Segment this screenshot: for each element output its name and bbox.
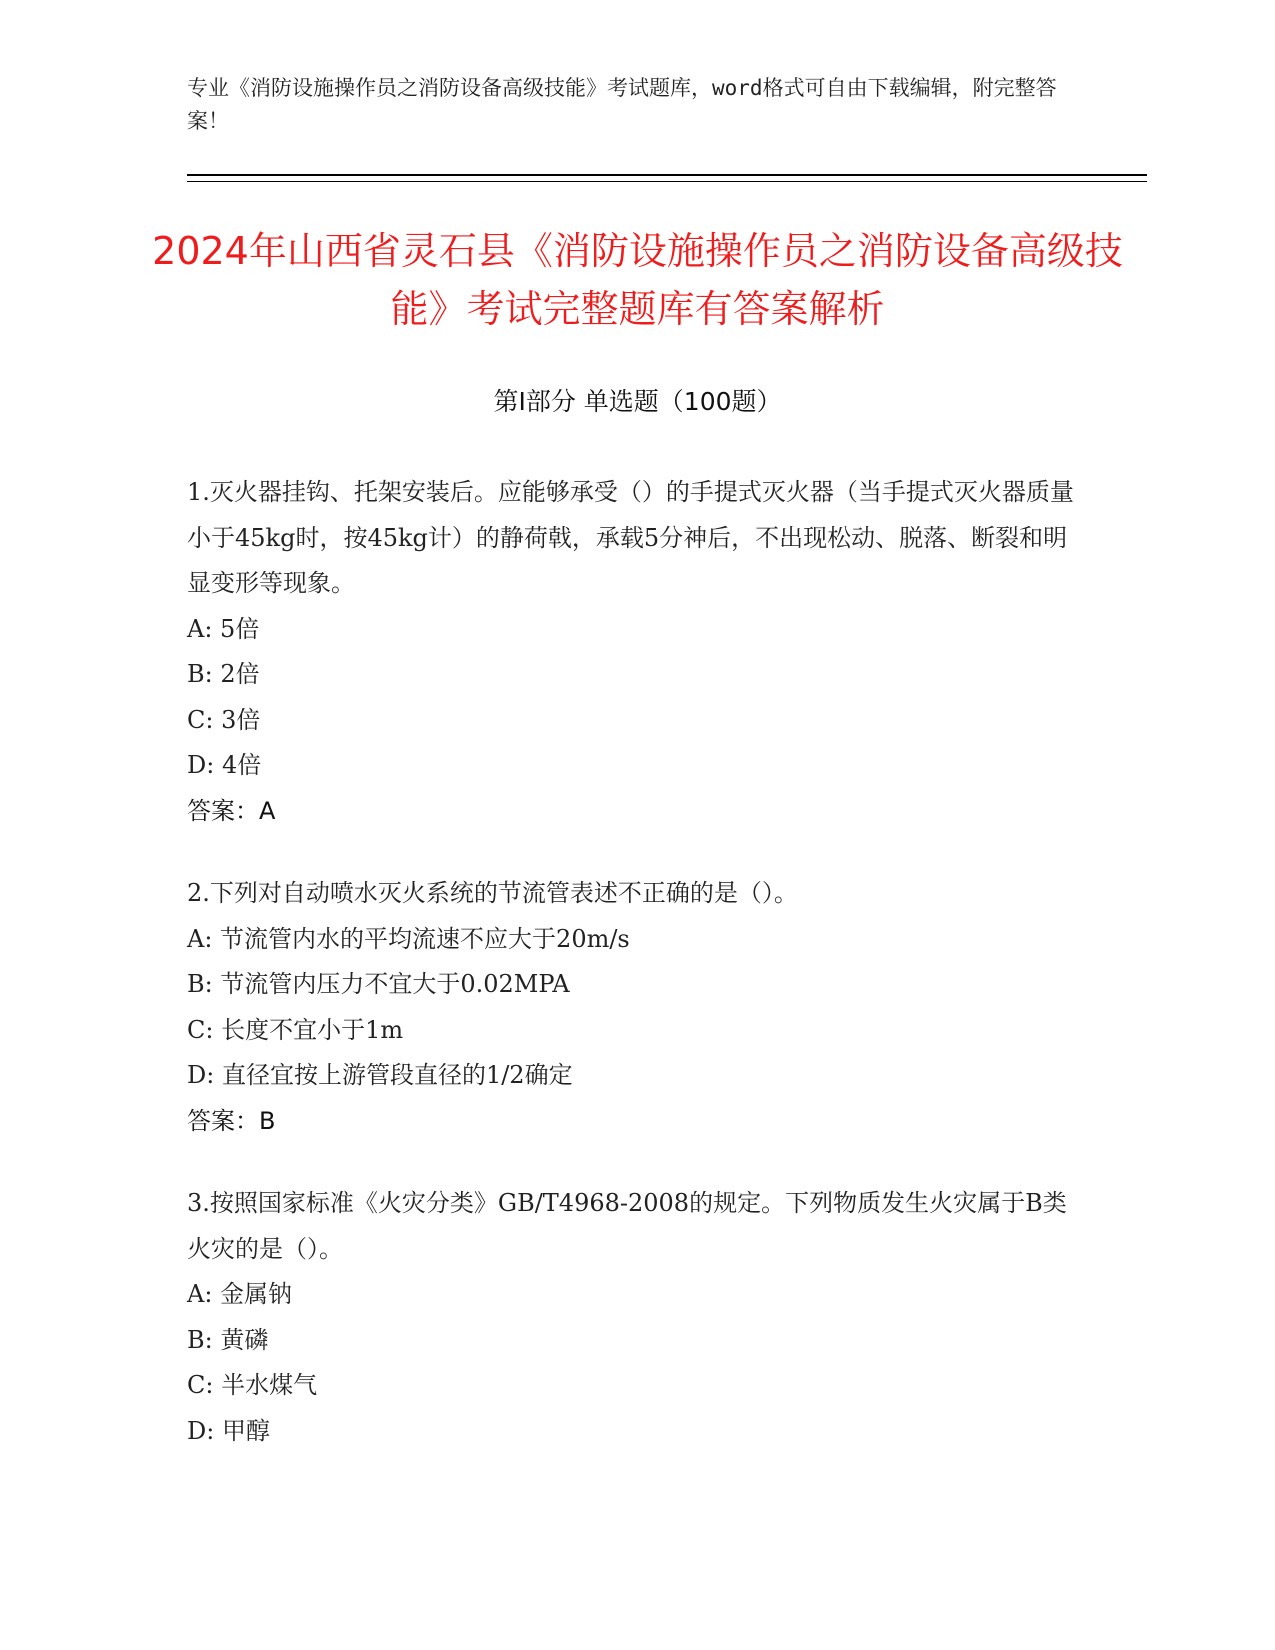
header-divider-thin: [187, 181, 1147, 182]
option-c: C: 长度不宜小于1m: [187, 1015, 404, 1044]
option-d: D: 直径宜按上游管段直径的1/2确定: [187, 1061, 573, 1089]
answer-label: 答案：A: [187, 796, 276, 825]
option-b: B: 黄磷: [187, 1325, 269, 1354]
question-3: [187, 1181, 1087, 1454]
option-b: B: 节流管内压力不宜大于0.02MPA: [187, 970, 570, 998]
option-c: C: 半水煤气: [187, 1371, 318, 1399]
option-a: A: 节流管内水的平均流速不应大于20m/s: [187, 924, 630, 953]
option-d: D: 4倍: [187, 751, 262, 779]
option-a: A: 5倍: [187, 614, 260, 643]
answer-label: 答案：B: [187, 1106, 276, 1135]
question-stem: 3.按照国家标准《火灾分类》GB/T4968-2008的规定。下列物质发生火灾属于B类火灾的是（）。: [187, 1189, 1067, 1263]
question-stem: 2.下列对自动喷水灭火系统的节流管表述不正确的是（）。: [187, 879, 798, 907]
question-stem: 1.灭火器挂钩、托架安装后。应能够承受（）的手提式灭火器（当手提式灭火器质量小于45kg时，按45kg计）的静荷戟，承载5分神后，不出现松动、脱落、断裂和明显变形等现象。: [187, 478, 1074, 597]
option-d: D: 甲醇: [187, 1416, 270, 1445]
option-c: C: 3倍: [187, 705, 261, 734]
option-a: A: 金属钠: [187, 1280, 293, 1308]
header-divider-thick: [187, 174, 1147, 176]
question-list: [187, 470, 1087, 1491]
document-title: 2024年山西省灵石县《消防设施操作员之消防设备高级技能》考试完整题库有答案解析: [152, 229, 1123, 331]
option-b: B: 2倍: [187, 660, 260, 688]
page-header: 专业《消防设施操作员之消防设备高级技能》考试题库，word格式可自由下载编辑，附完整答案！: [187, 76, 1057, 133]
question-1: [187, 470, 1087, 834]
section-heading: 第Ⅰ部分 单选题（100题）: [493, 387, 782, 416]
question-2: [187, 871, 1087, 1144]
